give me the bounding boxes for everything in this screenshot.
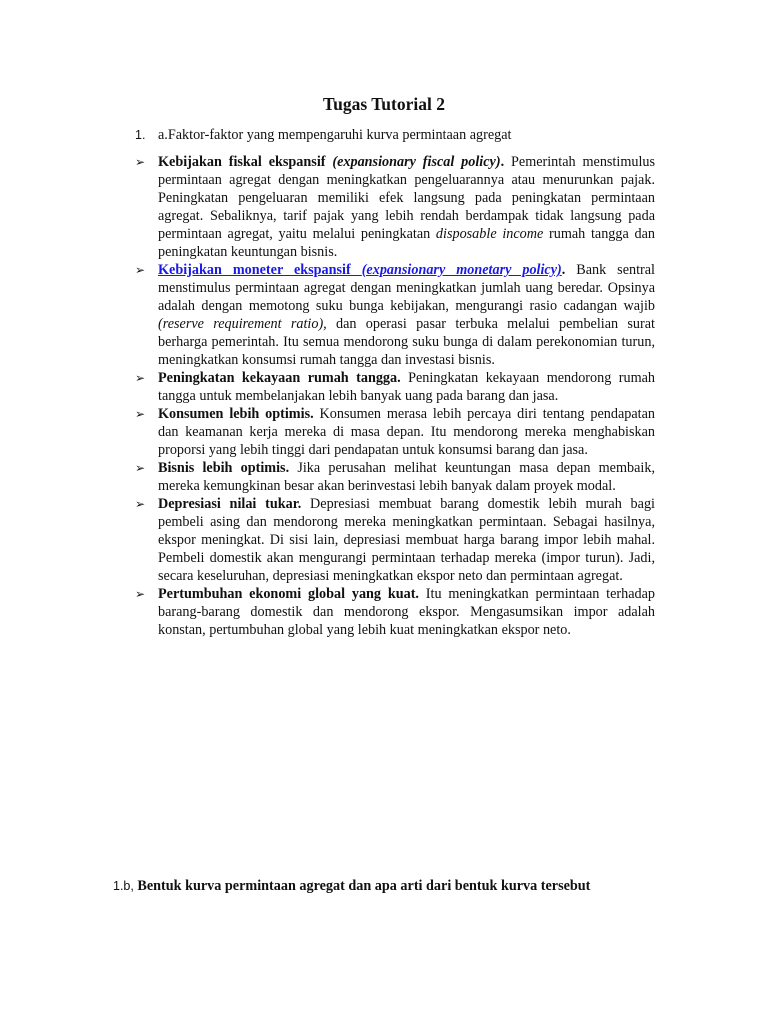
question-1b <box>113 876 590 896</box>
item-body: Itu meningkatkan permintaan terhadap barang-barang domestik dan mendorong ekspor. Mengasumsikan impor adalah konstan, pertumbuhan global yang lebih kuat meningkatkan ekspor neto. <box>158 586 655 638</box>
item-term: disposable income <box>435 226 544 242</box>
list-number: 1. <box>135 128 146 142</box>
item-body: Pemerintah menstimulus permintaan agregat dengan meningkatkan pengeluarannya atau menurunkan pajak. Peningkatan pengeluaran memiliki efek langsung pada peningkatan permintaan agregat. Sebaliknya, tarif pajak yang lebih rendah berdampak tidak langsung pada permintaan agregat, yaitu melalui peningkatan <box>158 154 656 242</box>
list-item <box>135 459 655 495</box>
item-heading-end: . <box>500 154 511 170</box>
question-1a-text: a.Faktor-faktor yang mempengaruhi kurva permintaan agregat <box>158 127 512 143</box>
arrow-bullet-icon: ➢ <box>135 497 146 511</box>
item-heading: Pertumbuhan ekonomi global yang kuat. <box>158 586 419 602</box>
item-body: Bank sentral menstimulus permintaan agregat dengan meningkatkan jumlah uang beredar. Opsinya adalah dengan memotong suku bunga kebijakan, mengurangi rasio cadangan wajib <box>158 262 655 314</box>
arrow-bullet-icon: ➢ <box>135 461 146 475</box>
item-body-end: rumah tangga dan peningkatan keuntungan bisnis. <box>158 226 655 260</box>
item-heading: Bisnis lebih optimis. <box>158 460 290 476</box>
list-item <box>135 405 655 459</box>
item-heading: Kebijakan fiskal ekspansif <box>158 154 333 170</box>
list-number: 1.b, <box>113 879 134 893</box>
item-heading: Depresiasi nilai tukar. <box>158 496 302 512</box>
item-body: Peningkatan kekayaan mendorong rumah tangga untuk membelanjakan lebih banyak uang pada barang dan jasa. <box>158 370 656 404</box>
arrow-bullet-icon: ➢ <box>135 263 146 277</box>
arrow-bullet-icon: ➢ <box>135 155 146 169</box>
item-heading-end: . <box>561 262 577 278</box>
page-title: Tugas Tutorial 2 <box>323 94 445 114</box>
arrow-bullet-icon: ➢ <box>135 371 146 385</box>
item-body: Depresiasi membuat barang domestik lebih murah bagi pembeli asing dan mendorong mereka meningkatkan permintaan. Sebagai hasilnya, ekspor meningkat. Di sisi lain, depresiasi membuat harga barang impor lebih mahal. Pembeli domestik akan mengurangi permintaan terhadap mereka (impor turun). Jadi, secara keseluruhan, depresiasi meningkatkan ekspor neto dan permintaan agregat. <box>158 496 655 584</box>
arrow-bullet-icon: ➢ <box>135 407 146 421</box>
arrow-bullet-icon: ➢ <box>135 587 146 601</box>
item-body: Konsumen merasa lebih percaya diri tentang pendapatan dan keamanan kerja mereka di masa depan. Itu mendorong mereka menghabiskan proporsi yang lebih tinggi dari pendapatan untuk konsumsi barang dan jasa. <box>158 406 655 458</box>
question-1b-text: Bentuk kurva permintaan agregat dan apa arti dari bentuk kurva tersebut <box>133 878 591 894</box>
item-term: (reserve requirement ratio), <box>158 316 327 332</box>
item-body: Jika perusahan melihat keuntungan masa depan membaik, mereka kemungkinan besar akan berinvestasi lebih banyak dalam proyek modal. <box>158 460 655 494</box>
list-item <box>135 495 655 585</box>
list-item <box>135 369 655 405</box>
item-heading: Konsumen lebih optimis. <box>158 406 314 422</box>
list-item <box>135 585 655 639</box>
item-heading-italic: (expansionary fiscal policy) <box>332 154 501 170</box>
item-body-end: dan operasi pasar terbuka melalui pembelian surat berharga pemerintah. Itu semua mendorong suku bunga di dalam perekonomian turun, meningkatkan konsumsi rumah tangga dan investasi bisnis. <box>158 316 655 368</box>
question-1a <box>135 125 511 145</box>
monetary-policy-link[interactable]: Kebijakan moneter ekspansif (expansionary monetary policy) <box>158 262 562 278</box>
item-heading: Peningkatan kekayaan rumah tangga. <box>158 370 401 386</box>
list-item <box>135 153 655 261</box>
factor-list <box>135 153 655 639</box>
list-item <box>135 261 655 369</box>
